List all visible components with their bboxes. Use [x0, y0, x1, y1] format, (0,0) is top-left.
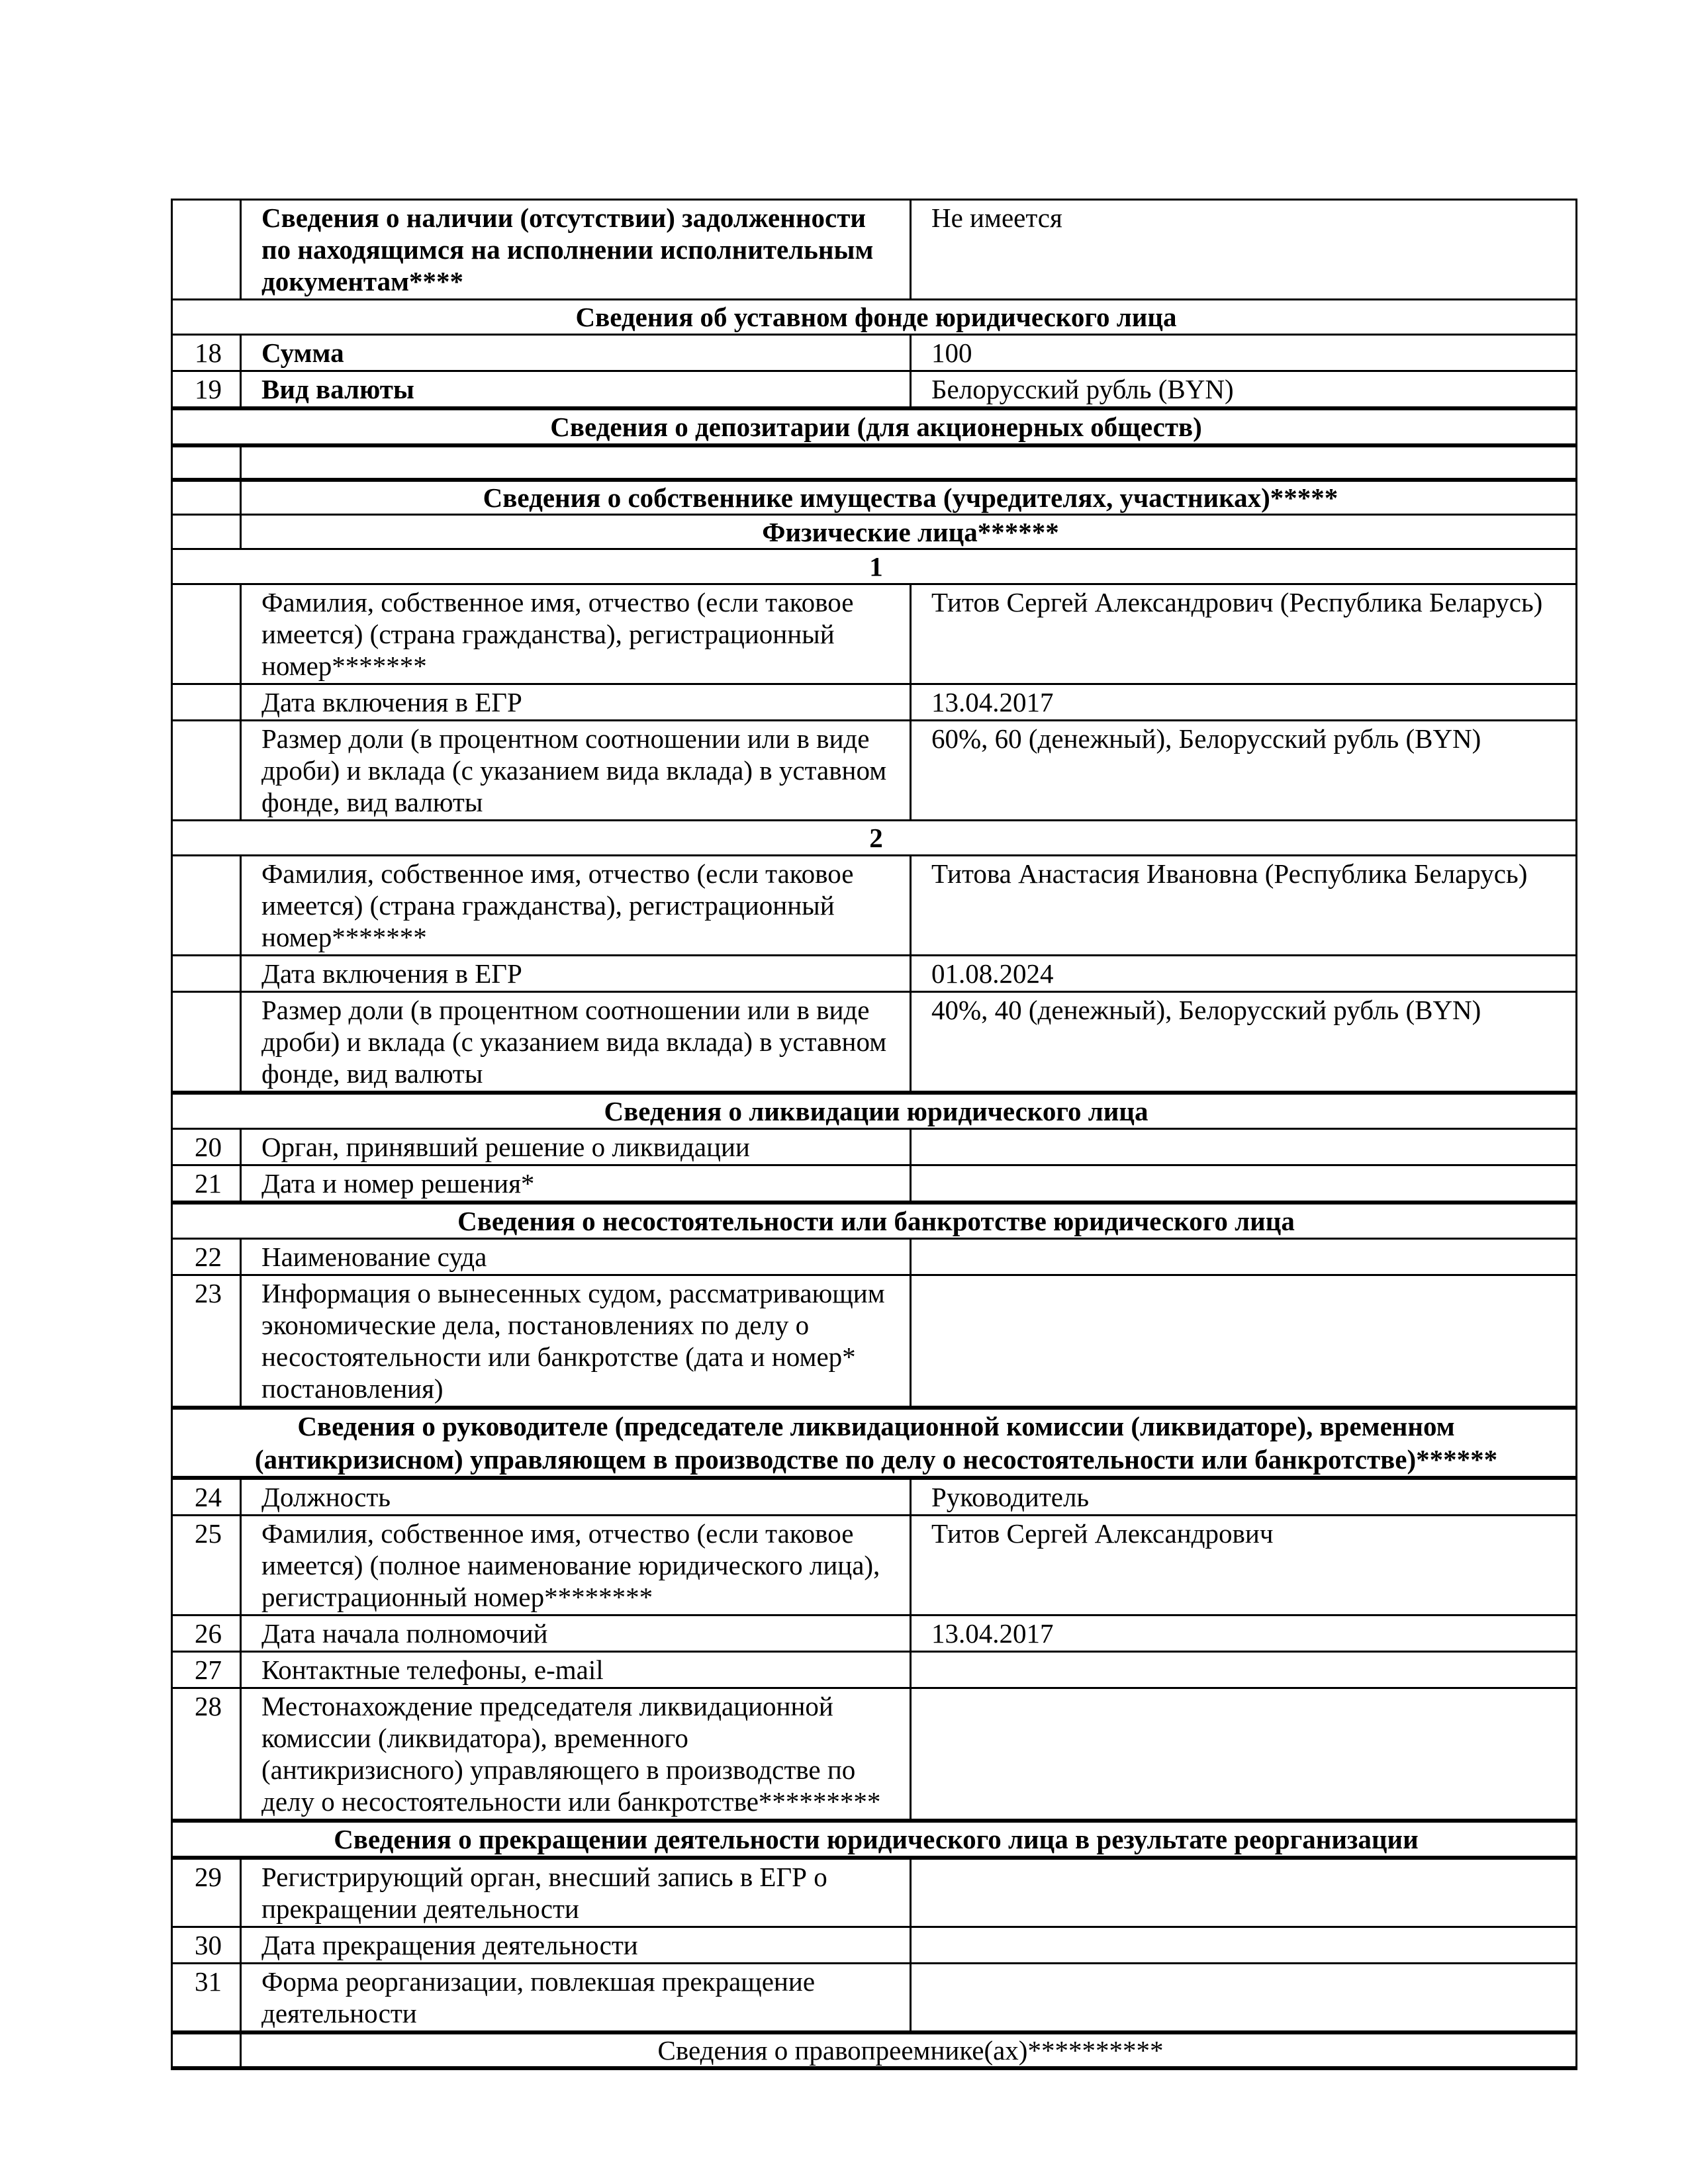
row-value-cell: 40%, 40 (денежный), Белорусский рубль (BYN)	[911, 992, 1577, 1093]
row-number-cell: 29	[172, 1858, 241, 1927]
table-row	[172, 335, 1577, 371]
row-value-cell: Титов Сергей Александрович (Республика Беларусь)	[911, 584, 1577, 684]
row-value-cell: Не имеется	[911, 200, 1577, 300]
row-number-cell: 20	[172, 1129, 241, 1165]
table-row	[172, 584, 1577, 684]
row-number-cell: 28	[172, 1688, 241, 1821]
table-row	[172, 1275, 1577, 1408]
table-row	[172, 1129, 1577, 1165]
row-label-cell: Местонахождение председателя ликвидационной комиссии (ликвидатора), временного (антикризисного) управляющего в производстве по делу о несостоятельности или банкротстве*********	[241, 1688, 911, 1821]
row-number-cell	[172, 2032, 241, 2068]
row-number-cell: 25	[172, 1516, 241, 1615]
row-label-cell: Размер доли (в процентном соотношении или в виде дроби) и вклада (с указанием вида вклада) в уставном фонде, вид валюты	[241, 992, 911, 1093]
row-value-cell: Титов Сергей Александрович	[911, 1516, 1577, 1615]
row-value-cell	[911, 1129, 1577, 1165]
row-value-cell: Титова Анастасия Ивановна (Республика Беларусь)	[911, 856, 1577, 956]
row-number-cell	[172, 721, 241, 821]
row-number-cell	[172, 445, 241, 480]
table-row	[172, 1408, 1577, 1478]
row-value-cell: 01.08.2024	[911, 956, 1577, 992]
row-number-cell	[172, 480, 241, 515]
subsection-header-cell: Сведения о правопреемнике(ах)**********	[241, 2032, 1577, 2068]
section-header-cell: Сведения о депозитарии (для акционерных обществ)	[172, 408, 1577, 445]
row-number-cell: 24	[172, 1478, 241, 1516]
row-number-cell: 27	[172, 1652, 241, 1688]
section-header-cell: Сведения о ликвидации юридического лица	[172, 1093, 1577, 1129]
row-value-cell: 13.04.2017	[911, 684, 1577, 721]
table-row	[172, 549, 1577, 584]
row-label-cell: Дата и номер решения*	[241, 1165, 911, 1203]
table-row	[172, 300, 1577, 335]
table-row	[172, 956, 1577, 992]
row-label-cell: Сведения о наличии (отсутствии) задолженности по находящимся на исполнении исполнительным документам****	[241, 200, 911, 300]
row-label-cell: Дата включения в ЕГР	[241, 684, 911, 721]
row-label-cell: Дата включения в ЕГР	[241, 956, 911, 992]
row-number-cell	[172, 200, 241, 300]
row-number-cell: 23	[172, 1275, 241, 1408]
row-value-cell	[911, 1927, 1577, 1964]
table-row	[172, 721, 1577, 821]
table-row	[172, 480, 1577, 515]
table-row	[172, 371, 1577, 409]
row-number-cell: 21	[172, 1165, 241, 1203]
row-number-cell	[172, 684, 241, 721]
row-number-cell: 18	[172, 335, 241, 371]
row-number-cell	[172, 515, 241, 549]
section-header-cell: Сведения об уставном фонде юридического лица	[172, 300, 1577, 335]
row-number-cell: 26	[172, 1615, 241, 1652]
row-number-cell	[172, 956, 241, 992]
row-value-cell: Белорусский рубль (BYN)	[911, 371, 1577, 409]
row-value-cell	[911, 1275, 1577, 1408]
row-label-cell: Форма реорганизации, повлекшая прекращение деятельности	[241, 1964, 911, 2033]
table-row	[172, 1821, 1577, 1858]
section-header-cell: 2	[172, 821, 1577, 856]
subsection-header-cell: Сведения о собственнике имущества (учредителях, участниках)*****	[241, 480, 1577, 515]
table-row	[172, 1203, 1577, 1239]
registry-table	[171, 199, 1577, 2070]
table-row	[172, 684, 1577, 721]
row-label-cell: Фамилия, собственное имя, отчество (если таковое имеется) (страна гражданства), регистрационный номер*******	[241, 584, 911, 684]
row-number-cell: 30	[172, 1927, 241, 1964]
table-row	[172, 515, 1577, 549]
table-row	[172, 2032, 1577, 2068]
table-row	[172, 1165, 1577, 1203]
table-row	[172, 1239, 1577, 1275]
row-value-cell: 100	[911, 335, 1577, 371]
table-row	[172, 1478, 1577, 1516]
table-row	[172, 445, 1577, 480]
row-label-cell: Информация о вынесенных судом, рассматривающим экономические дела, постановлениях по делу о несостоятельности или банкротстве (дата и номер* постановления)	[241, 1275, 911, 1408]
row-label-cell: Фамилия, собственное имя, отчество (если таковое имеется) (полное наименование юридического лица), регистрационный номер********	[241, 1516, 911, 1615]
row-value-cell	[911, 1239, 1577, 1275]
row-number-cell: 19	[172, 371, 241, 409]
row-number-cell	[172, 856, 241, 956]
table-row	[172, 200, 1577, 300]
section-header-cell: Сведения о руководителе (председателе ликвидационной комиссии (ликвидаторе), временном (антикризисном) управляющем в производстве по делу о несостоятельности или банкротстве)******	[172, 1408, 1577, 1478]
row-label-cell: Должность	[241, 1478, 911, 1516]
table-row	[172, 1927, 1577, 1964]
table-row	[172, 1858, 1577, 1927]
row-label-cell: Регистрирующий орган, внесший запись в ЕГР о прекращении деятельности	[241, 1858, 911, 1927]
subsection-header-cell	[241, 445, 1577, 480]
table-row	[172, 1093, 1577, 1129]
row-label-cell: Контактные телефоны, e-mail	[241, 1652, 911, 1688]
registry-table-body	[172, 200, 1577, 2069]
table-row	[172, 408, 1577, 445]
row-label-cell: Дата прекращения деятельности	[241, 1927, 911, 1964]
table-row	[172, 856, 1577, 956]
row-label-cell: Размер доли (в процентном соотношении или в виде дроби) и вклада (с указанием вида вклада) в уставном фонде, вид валюты	[241, 721, 911, 821]
row-number-cell	[172, 584, 241, 684]
row-label-cell: Вид валюты	[241, 371, 911, 409]
section-header-cell: Сведения о несостоятельности или банкротстве юридического лица	[172, 1203, 1577, 1239]
row-value-cell: Руководитель	[911, 1478, 1577, 1516]
row-value-cell	[911, 1165, 1577, 1203]
row-value-cell: 13.04.2017	[911, 1615, 1577, 1652]
table-row	[172, 1652, 1577, 1688]
document-page	[171, 199, 1575, 2070]
row-label-cell: Фамилия, собственное имя, отчество (если таковое имеется) (страна гражданства), регистрационный номер*******	[241, 856, 911, 956]
table-row	[172, 1516, 1577, 1615]
table-row	[172, 1688, 1577, 1821]
row-label-cell: Наименование суда	[241, 1239, 911, 1275]
row-value-cell: 60%, 60 (денежный), Белорусский рубль (BYN)	[911, 721, 1577, 821]
row-number-cell: 31	[172, 1964, 241, 2033]
section-header-cell: Сведения о прекращении деятельности юридического лица в результате реорганизации	[172, 1821, 1577, 1858]
row-label-cell: Дата начала полномочий	[241, 1615, 911, 1652]
table-row	[172, 1615, 1577, 1652]
row-value-cell	[911, 1652, 1577, 1688]
row-label-cell: Сумма	[241, 335, 911, 371]
subsection-header-cell: Физические лица******	[241, 515, 1577, 549]
row-number-cell: 22	[172, 1239, 241, 1275]
table-row	[172, 1964, 1577, 2033]
row-value-cell	[911, 1964, 1577, 2033]
row-value-cell	[911, 1858, 1577, 1927]
table-row	[172, 821, 1577, 856]
row-number-cell	[172, 992, 241, 1093]
row-label-cell: Орган, принявший решение о ликвидации	[241, 1129, 911, 1165]
section-header-cell: 1	[172, 549, 1577, 584]
row-value-cell	[911, 1688, 1577, 1821]
table-row	[172, 992, 1577, 1093]
